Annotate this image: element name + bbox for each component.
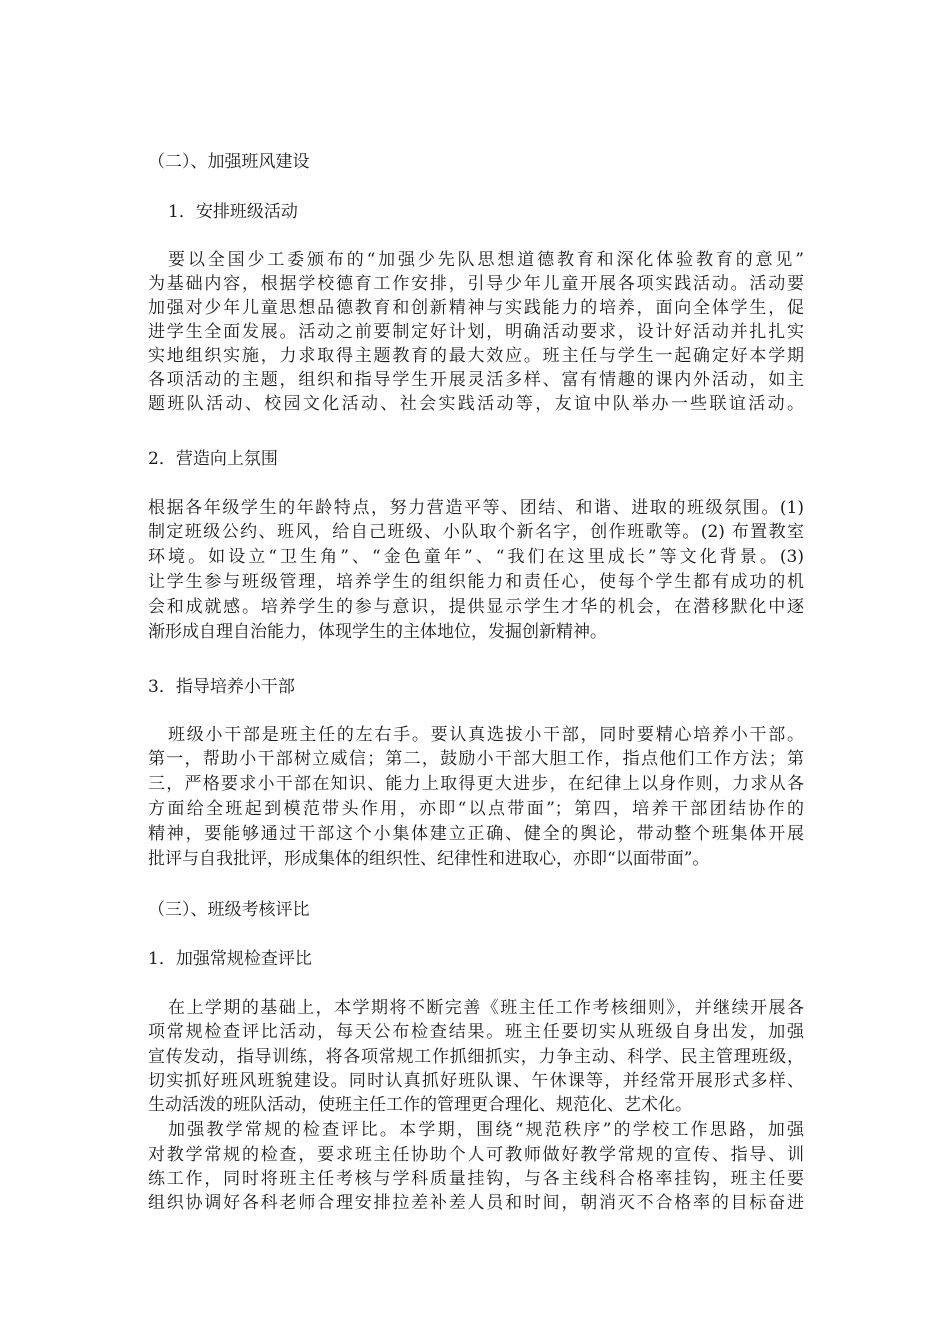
paragraph-line: 实地组织实施，力求取得主题教育的最大效应。班主任与学生一起确定好本学期 [148,346,804,366]
paragraph-line: 根据各年级学生的年龄特点，努力营造平等、团结、和谐、进取的班级氛围。(1) [148,498,804,518]
subheading-2-2: 2．营造向上氛围 [148,449,278,469]
paragraph-line: 为基础内容，根据学校德育工作安排，引导少年儿童开展各项实践活动。活动要 [148,274,804,294]
paragraph-line: 让学生参与班级管理，培养学生的组织能力和责任心，使每个学生都有成功的机 [148,572,804,592]
subheading-2-3: 3．指导培养小干部 [148,677,295,697]
paragraph-line: 制定班级公约、班风，给自己班级、小队取个新名字，创作班歌等。(2) 布置教室 [148,522,804,542]
paragraph-line: 切实抓好班风班貌建设。同时认真抓好班队课、午休课等，并经常开展形式多样、 [148,1071,804,1091]
paragraph-line: 第一，帮助小干部树立威信；第二，鼓励小干部大胆工作，指点他们工作方法；第 [148,749,804,769]
paragraph-line: 渐形成自理自治能力，体现学生的主体地位，发掘创新精神。 [148,622,607,642]
paragraph-line: 方面给全班起到模范带头作用，亦即“以点带面”；第四，培养干部团结协作的 [148,799,804,819]
paragraph-line: 会和成就感。培养学生的参与意识，提供显示学生才华的机会，在潜移默化中逐 [148,597,804,617]
paragraph-line: 进学生全面发展。活动之前要制定好计划，明确活动要求，设计好活动并扎扎实 [148,322,804,342]
paragraph-line: 班级小干部是班主任的左右手。要认真选拔小干部，同时要精心培养小干部。 [168,725,804,745]
paragraph-line: 生动活泼的班队活动，使班主任工作的管理更合理化、规范化、艺术化。 [148,1095,692,1115]
paragraph-line: 练工作，同时将班主任考核与学科质量挂钩，与各主线科合格率挂钩，班主任要 [148,1169,804,1189]
paragraph-line: 加强教学常规的检查评比。本学期，围绕“规范秩序”的学校工作思路，加强 [168,1120,804,1140]
paragraph-line: 批评与自我批评，形成集体的组织性、纪律性和进取心，亦即“以面带面”。 [148,849,710,869]
section-heading-2: （二）、加强班风建设 [148,152,310,172]
section-heading-3: （三）、班级考核评比 [148,900,310,920]
paragraph-line: 对教学常规的检查，要求班主任协助个人可教师做好教学常规的宣传、指导、训 [148,1145,804,1165]
paragraph-line: 组织协调好各科老师合理安排拉差补差人员和时间，朝消灭不合格率的目标奋进 [148,1193,804,1213]
subheading-3-1: 1．加强常规检查评比 [148,949,312,969]
paragraph-line: 项常规检查评比活动，每天公布检查结果。班主任要切实从班级自身出发，加强 [148,1022,804,1042]
paragraph-line: 环境。如设立“卫生角”、“金色童年”、“我们在这里成长”等文化背景。(3) [148,547,804,567]
paragraph-line: 题班队活动、校园文化活动、社会实践活动等，友谊中队举办一些联谊活动。 [148,394,804,414]
paragraph-line: 加强对少年儿童思想品德教育和创新精神与实践能力的培养，面向全体学生，促 [148,298,804,318]
paragraph-line: 要以全国少工委颁布的“加强少先队思想道德教育和深化体验教育的意见” [168,250,804,270]
paragraph-line: 各项活动的主题，组织和指导学生开展灵活多样、富有情趣的课内外活动，如主 [148,370,804,390]
subheading-2-1: 1．安排班级活动 [168,202,298,222]
paragraph-line: 精神，要能够通过干部这个小集体建立正确、健全的舆论，带动整个班集体开展 [148,824,804,844]
paragraph-line: 宣传发动，指导训练，将各项常规工作抓细抓实，力争主动、科学、民主管理班级， [148,1047,804,1067]
paragraph-line: 三，严格要求小干部在知识、能力上取得更大进步，在纪律上以身作则，力求从各 [148,774,804,794]
paragraph-line: 在上学期的基础上，本学期将不断完善《班主任工作考核细则》，并继续开展各 [168,998,804,1018]
